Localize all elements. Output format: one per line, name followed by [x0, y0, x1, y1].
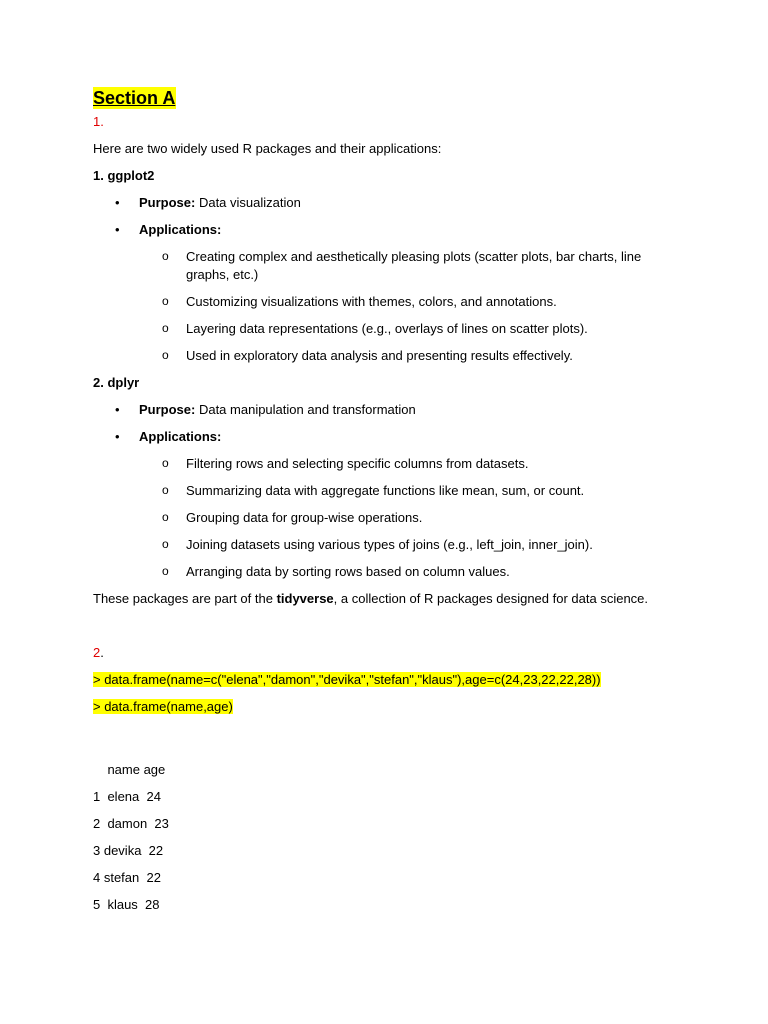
application-text: Arranging data by sorting rows based on column values. — [186, 564, 510, 579]
application-text: Layering data representations (e.g., overlays of lines on scatter plots). — [186, 321, 588, 336]
package-1-purpose — [93, 194, 673, 212]
code-line-2 — [93, 698, 673, 716]
package-2-bullets — [93, 401, 673, 446]
application-item — [93, 248, 656, 284]
bullet-icon: • — [115, 195, 120, 210]
code-text: > data.frame(name,age) — [93, 699, 233, 714]
question-1-number: 1. — [93, 114, 104, 129]
closing-tidyverse: tidyverse — [276, 591, 334, 606]
circle-bullet-icon: o — [162, 294, 169, 308]
purpose-text: Data manipulation and transformation — [195, 402, 416, 417]
application-text: Used in exploratory data analysis and presenting results effectively. — [186, 348, 573, 363]
application-text: Summarizing data with aggregate functions like mean, sum, or count. — [186, 483, 585, 498]
bullet-icon: • — [115, 402, 120, 417]
circle-bullet-icon: o — [162, 249, 169, 263]
application-item — [93, 563, 656, 581]
application-item — [93, 455, 656, 473]
document-page — [93, 87, 673, 914]
closing-text-start: These packages are part of the — [93, 591, 277, 606]
section-heading — [93, 87, 673, 109]
application-text: Creating complex and aesthetically pleasing plots (scatter plots, bar charts, line graphs, etc.) — [186, 249, 642, 282]
application-text: Filtering rows and selecting specific columns from datasets. — [186, 456, 529, 471]
output-row: 2 damon 23 — [93, 816, 169, 831]
application-item — [93, 509, 656, 527]
bullet-icon: • — [115, 429, 120, 444]
package-1-bullets — [93, 194, 673, 239]
package-1-applications — [93, 221, 673, 239]
purpose-text: Data visualization — [195, 195, 301, 210]
circle-bullet-icon: o — [162, 510, 169, 524]
package-1-application-list — [93, 248, 673, 365]
section-title: Section A — [93, 88, 176, 108]
output-row: 4 stefan 22 — [93, 870, 161, 885]
circle-bullet-icon: o — [162, 483, 169, 497]
output-row: 5 klaus 28 — [93, 897, 160, 912]
circle-bullet-icon: o — [162, 348, 169, 362]
output-row: 3 devika 22 — [93, 843, 164, 858]
application-text: Joining datasets using various types of joins (e.g., left_join, inner_join). — [186, 537, 593, 552]
application-item — [93, 293, 656, 311]
circle-bullet-icon: o — [162, 456, 169, 470]
application-text: Grouping data for group-wise operations. — [186, 510, 423, 525]
package-2-application-list — [93, 455, 673, 581]
purpose-label: Purpose: — [139, 402, 196, 417]
question-2-number: 2 — [93, 645, 101, 660]
circle-bullet-icon: o — [162, 537, 169, 551]
purpose-label: Purpose: — [139, 195, 196, 210]
circle-bullet-icon: o — [162, 564, 169, 578]
q1-intro: Here are two widely used R packages and their applications: — [93, 141, 442, 156]
application-item — [93, 536, 656, 554]
package-2-applications — [93, 428, 673, 446]
package-2-purpose — [93, 401, 673, 419]
package-2-heading: 2. dplyr — [93, 375, 140, 390]
q1-closing — [93, 590, 673, 608]
bullet-icon: • — [115, 222, 120, 237]
closing-text-end: , a collection of R packages designed for data science. — [333, 591, 649, 606]
question-2-number-line — [93, 644, 673, 662]
application-item — [93, 347, 656, 365]
application-item — [93, 320, 656, 338]
output-row: 1 elena 24 — [93, 789, 161, 804]
application-item — [93, 482, 656, 500]
applications-label: Applications: — [139, 222, 222, 237]
question-2-dot: . — [100, 645, 104, 660]
output-header: name age — [93, 762, 166, 777]
code-text: > data.frame(name=c("elena","damon","devika","stefan","klaus"),age=c(24,23,22,22,28)) — [93, 672, 601, 687]
circle-bullet-icon: o — [162, 321, 169, 335]
applications-label: Applications: — [139, 429, 222, 444]
application-text: Customizing visualizations with themes, colors, and annotations. — [186, 294, 557, 309]
package-1-heading: 1. ggplot2 — [93, 168, 155, 183]
code-line-1 — [93, 671, 673, 689]
